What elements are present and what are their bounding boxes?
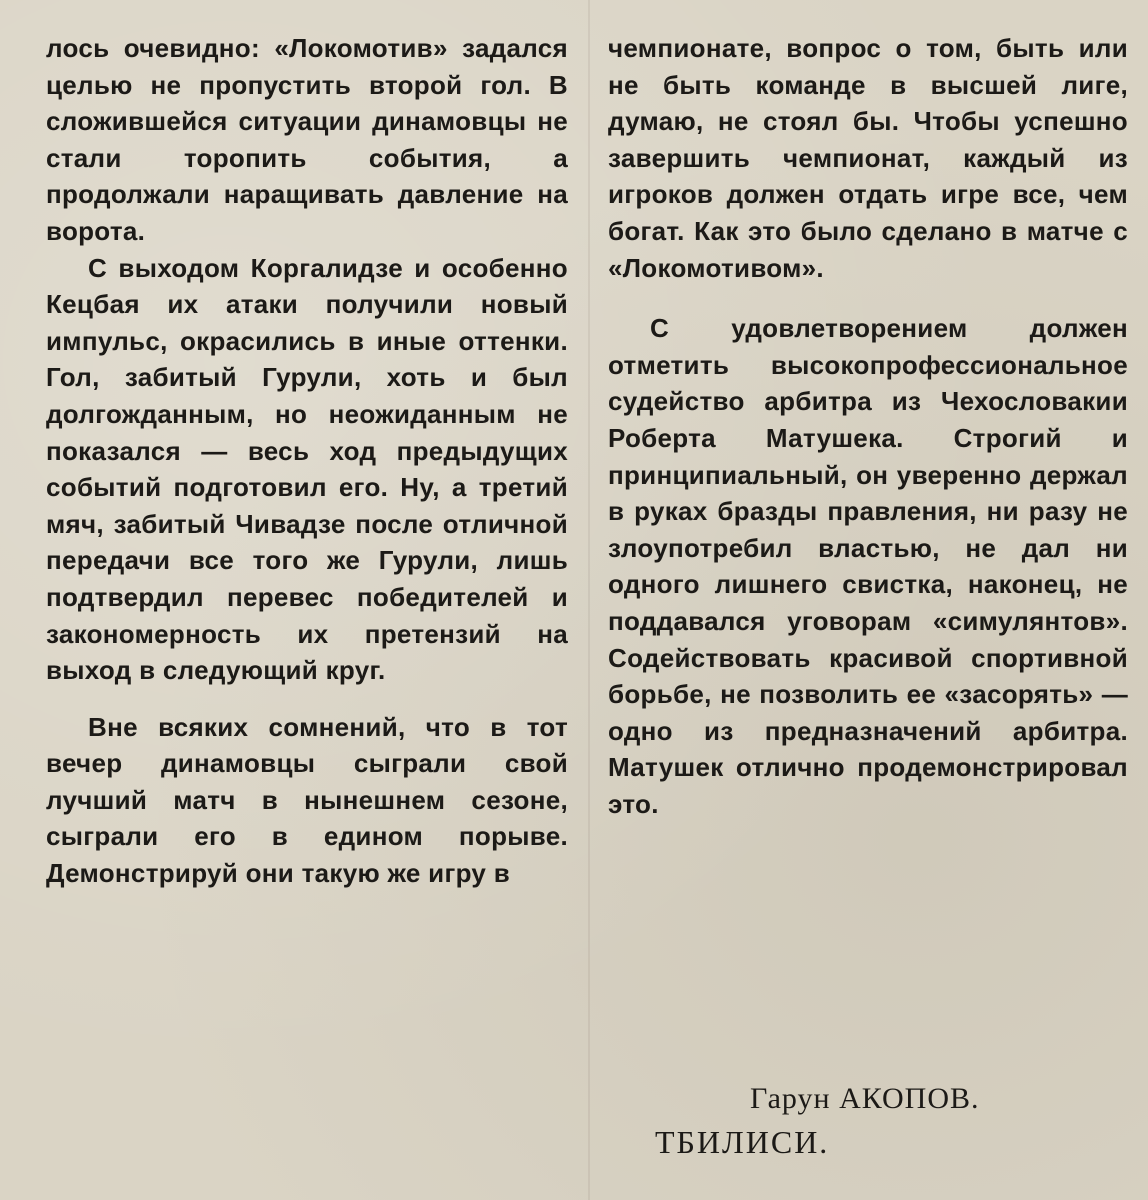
article-left-column xyxy=(46,30,568,892)
article-paragraph: лось очевидно: «Локомотив» задался целью не пропустить второй гол. В сложившейся ситуации динамовцы не стали торопить события, а продолжали наращивать давление на ворота. xyxy=(46,33,568,246)
dateline-city: ТБИЛИСИ. xyxy=(655,1124,830,1160)
article-paragraph: С удовлетворением должен отметить высокопрофессиональное судейство арбитра из Чехословакии Роберта Матушека. Строгий и принципиальный, он уверенно держал в руках бразды правления, ни разу не злоупотребил властью, не дал ни одного лишнего свистка, наконец, не поддавался уговорам «симулянтов». Содействовать красивой спортивной борьбе, не позволить ее «засорять» — одно из предназначений арбитра. Матушек отлично продемонстрировал это. xyxy=(608,313,1128,819)
article-paragraph: чемпионате, вопрос о том, быть или не быть команде в высшей лиге, думаю, не стоял бы. Чтобы успешно завершить чемпионат, каждый из игроков должен отдать игре все, чем богат. Как это было сделано в матче с «Локомотивом». xyxy=(608,33,1128,283)
column-divider xyxy=(588,0,590,1200)
article-paragraph: С выходом Коргалидзе и особенно Кецбая их атаки получили новый импульс, окрасились в иные оттенки. Гол, забитый Гурули, хоть и был долгожданным, но неожиданным не показался — весь ход предыдущих событий подготовил его. Ну, а третий мяч, забитый Чивадзе после отличной передачи все того же Гурули, лишь подтвердил перевес победителей и закономерность их претензий на выход в следующий круг. xyxy=(46,252,568,686)
article-paragraph: Вне всяких сомнений, что в тот вечер динамовцы сыграли свой лучший матч в нынешнем сезоне, сыграли его в едином порыве. Демонстрируй они такую же игру в xyxy=(46,711,568,889)
article-right-column xyxy=(608,30,1128,822)
author-signature: Гарун АКОПОВ. xyxy=(750,1082,980,1115)
